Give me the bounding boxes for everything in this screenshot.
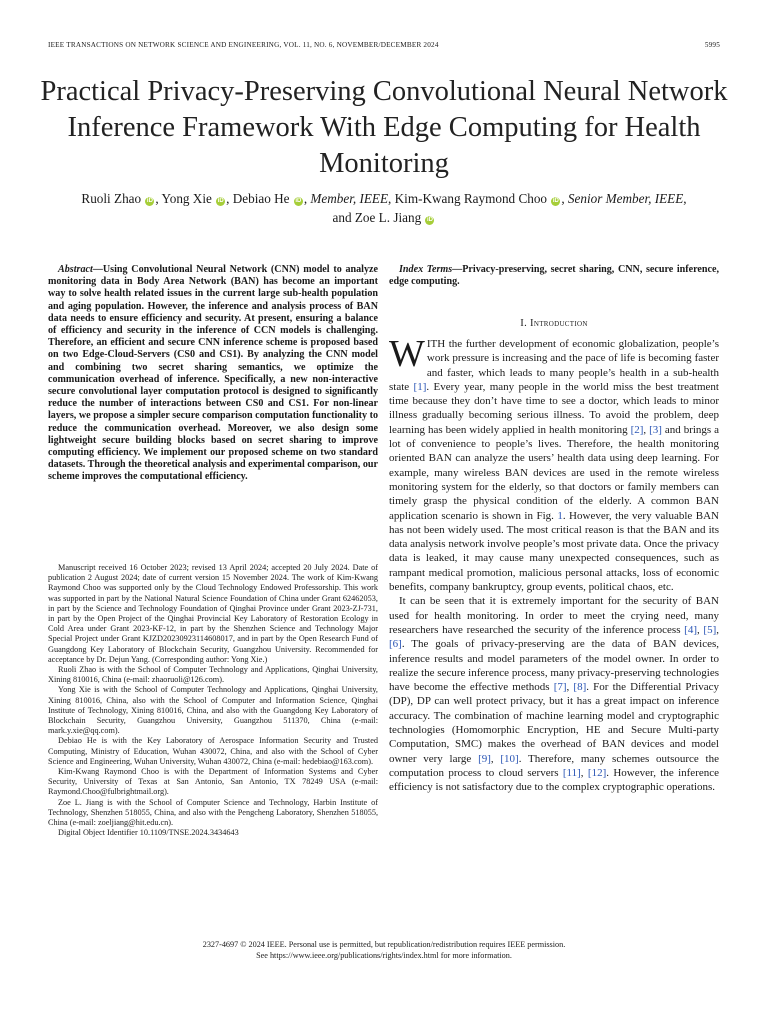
orcid-icon[interactable]: iD bbox=[295, 198, 302, 204]
text-run: It can be seen that it is extremely important for the security of BAN used for health monitoring. In order to meet the crying need, many researchers have researched the security of the inference process bbox=[389, 595, 719, 636]
footnote: Yong Xie is with the School of Computer Technology and Applications, Qinghai University, Xining 810016, China, also with the School of Computer and Information Science, Qinghai Institute of Technology, Xining 810016, China, and also with the Guangdong Key Laboratory of Blockchain Security, Guangzhou University, Guangzhou 511370, China (e-mail: mark.y.xie@qq.com). bbox=[48, 685, 378, 736]
doi[interactable]: Digital Object Identifier 10.1109/TNSE.2024.3434643 bbox=[58, 828, 239, 838]
text-run: , bbox=[643, 423, 650, 436]
introduction-body bbox=[389, 333, 720, 795]
page-number: 5995 bbox=[704, 41, 720, 49]
text-run: . However, the very valuable BAN has not been widely used. The most critical reason is that the BAN and its data analysis network involve people’s most private data. Once the privacy data is leaked, it may cause many unexpected consequences, such as rampant medical promotion, malicious personal attacks, loss of economic benefits, company bankruptcy, group events, political chaos, etc. bbox=[389, 509, 720, 594]
text-run: and brings a lot of convenience to people’s lives. Therefore, the health monitoring oriented BAN can analyze the users’ health data using deep learning. For example, many wireless BAN devices are used in the remote wireless monitoring system for the elderly, so that doctors or family members can timely grasp the physical condition of the elderly. A common BAN application scenario is shown in Fig. bbox=[389, 423, 720, 522]
abstract-text: —Using Convolutional Neural Network (CNN) model to analyze monitoring data in Body Area Network (BAN) has become an important way to solve health related issues in the current large sub-health population and aging population. However, the inference and analysis process of BAN data needs to ensure efficiency and security. At present, ensuring a balance of efficiency and security in the inference of CCN models is challenging. Therefore, an efficient and secure CNN inference scheme is proposed based on two Edge-Cloud-Servers (CS0 and CS1). By analyzing the CNN model and combining two secret sharing semantics, we optimize the communication overhead of inference. Specifically, a new non-interactive secure convolutional layer computation protocol is designed to significantly reduce the number of interactions between CS0 and CS1. For non-linear layers, we propose a simpler secure comparison computation functionality to reduce the communication overhead. Moreover, we also design some lightweight secure building blocks based on secret sharing to improve computing efficiency. We implement our proposed scheme on two standard datasets. Through the theoretical analysis and experimental comparison, our scheme improves the computational efficiency. bbox=[48, 264, 378, 483]
orcid-icon[interactable]: iD bbox=[146, 198, 153, 204]
footnote: Manuscript received 16 October 2023; revised 13 April 2024; accepted 20 July 2024. Date of publication 2 August 2024; date of current version 15 November 2024. The work of Kim-Kwang Raymond Choo was supported only by the Cloud Technology Endowed Professorship. This work was supported in part by the National Natural Science Foundation of China under Grant 62462053, in part by the Science and Technology Foundation of Qinghai Province under Grant 2023-ZJ-731, in part by the Open Project of the Qinghai Provincial Key Laboratory of Restoration Ecology in Cold Area under Grant 2023-KF-12, in part by the Shenzhen Science and Technology Major Special Project under Grant KJZD20230923114608017, and in part by the Open Research Fund of Guangdong Key Laboratory of Blockchain Security, Guangzhou University. Recommended for acceptance by Dr. Dejun Yang. (Corresponding author: Yong Xie.) bbox=[48, 563, 378, 664]
citation-link[interactable]: [2] bbox=[630, 423, 644, 436]
author-name: Zoe L. Jiang bbox=[354, 210, 422, 225]
index-terms-label: Index Terms bbox=[399, 264, 453, 275]
paper-title: Practical Privacy-Preserving Convolutional Neural Network Inference Framework With Edge Computing for Health Monitoring bbox=[40, 76, 728, 179]
rights-link[interactable]: See https://www.ieee.org/publications/rights/index.html for more information. bbox=[256, 950, 512, 960]
author-conjunction: and bbox=[332, 210, 352, 225]
section-title: Introduction bbox=[530, 318, 588, 329]
index-terms bbox=[389, 264, 719, 288]
text-run: ITH the further development of economic globalization, people’s work pressure is increasing and the pace of life is becoming faster and faster, which leads to many people’s health in a sub-health state bbox=[389, 338, 719, 393]
author-list: Ruoli Zhao iD , Yong Xie iD , Debiao He iD , Member, IEEE, Kim-Kwang Raymond Choo iD , Senior Member, IEEE, and Zoe L. Jiang iD bbox=[81, 191, 687, 225]
footnote: Ruoli Zhao is with the School of Computer Technology and Applications, Qinghai University, Xining 810016, China (e-mail: zhaoruoli@126.com). bbox=[48, 665, 378, 685]
footnotes bbox=[48, 563, 378, 838]
orcid-icon[interactable]: iD bbox=[426, 217, 433, 223]
orcid-icon[interactable]: iD bbox=[217, 198, 224, 204]
text-run: . Therefore, many schemes outsource the computation process to cloud servers bbox=[389, 752, 719, 779]
abstract bbox=[48, 264, 378, 484]
journal-name: IEEE TRANSACTIONS ON NETWORK SCIENCE AND ENGINEERING, VOL. 11, NO. 6, NOVEMBER/DECEMBER 2024 bbox=[48, 41, 439, 49]
footnote: Debiao He is with the Key Laboratory of Aerospace Information Security and Trusted Computing, Ministry of Education, Wuhan 430072, China, and also with the School of Cyber Science and Engineering, Wuhan University, Wuhan 430072, China (e-mail: hedebiao@163.com). bbox=[48, 736, 378, 766]
text-run: . However, the inference efficiency is not satisfactory due to the complex cryptographic operations. bbox=[389, 766, 720, 794]
author-name: Kim-Kwang Raymond Choo bbox=[394, 191, 548, 206]
copyright-footer bbox=[40, 940, 728, 961]
author-role: Senior Member, IEEE bbox=[567, 191, 684, 206]
text-run: . For the Differential Privacy (DP), DP can well protect privacy, but it has a great impact on inference accuracy. The combination of machine learning model and cryptographic technologies (Homomorphic Encryption, HE and Secure Multi-party Computation, SMC) makes the overhead of BAN devices and model owner very large bbox=[389, 681, 720, 765]
index-terms-text: —Privacy-preserving, secret sharing, CNN, secure inference, edge computing. bbox=[389, 264, 719, 288]
citation-link[interactable]: [7] bbox=[553, 681, 567, 694]
citation-link[interactable]: [6] bbox=[389, 638, 402, 651]
citation-link[interactable]: [11] bbox=[562, 766, 581, 779]
citation-link[interactable]: [10] bbox=[500, 752, 519, 765]
citation-link[interactable]: [4] bbox=[684, 623, 697, 636]
text-run: , bbox=[580, 766, 588, 779]
drop-cap: W bbox=[389, 333, 425, 375]
section-heading bbox=[389, 318, 719, 329]
footnote: Kim-Kwang Raymond Choo is with the Department of Information Systems and Cyber Security, University of Texas at San Antonio, San Antonio, TX 78249 USA (e-mail: Raymond.Choo@fulbrightmail.org). bbox=[48, 767, 378, 797]
text-run: , bbox=[566, 681, 574, 694]
citation-link[interactable]: [3] bbox=[649, 423, 662, 436]
paragraph bbox=[389, 594, 719, 794]
copyright-line: 2327-4697 © 2024 IEEE. Personal use is permitted, but republication/redistribution requires IEEE permission. bbox=[202, 940, 566, 949]
author-name: Yong Xie bbox=[161, 191, 212, 206]
section-number: I. bbox=[520, 318, 528, 329]
text-run: , bbox=[716, 623, 719, 636]
paragraph bbox=[389, 333, 720, 594]
citation-link[interactable]: [8] bbox=[573, 681, 587, 694]
author-role: Member, IEEE bbox=[310, 191, 389, 206]
text-run: , bbox=[696, 623, 704, 636]
citation-link[interactable]: [5] bbox=[703, 623, 717, 636]
author-name: Ruoli Zhao bbox=[81, 191, 142, 206]
footnote: Zoe L. Jiang is with the School of Computer Science and Technology, Harbin Institute of Technology, Shenzhen 518055, China, and also with the Pengcheng Laboratory, Shenzhen 518055, China (e-mail: zoeljiang@hit.edu.cn). bbox=[48, 797, 378, 828]
citation-link[interactable]: [12] bbox=[587, 766, 607, 779]
figure-link[interactable]: 1 bbox=[557, 509, 563, 522]
text-run: . The goals of privacy-preserving are the data of BAN devices, inference results and model parameters of the model owner. In order to realize the secure inference process, many privacy-preserving technologies have become the effective methods bbox=[389, 638, 719, 694]
text-run: , bbox=[490, 752, 501, 765]
citation-link[interactable]: [1] bbox=[413, 380, 427, 393]
author-name: Debiao He bbox=[232, 191, 290, 206]
orcid-icon[interactable]: iD bbox=[552, 198, 559, 204]
citation-link[interactable]: [9] bbox=[478, 752, 491, 765]
abstract-label: Abstract bbox=[58, 264, 93, 275]
text-run: . Every year, many people in the world miss the best treatment time because they don’t have time to see a doctor, which leads to minor illness gradually becoming serious illness. To avoid the problem, deep learning has been widely applied in health monitoring bbox=[389, 380, 719, 436]
